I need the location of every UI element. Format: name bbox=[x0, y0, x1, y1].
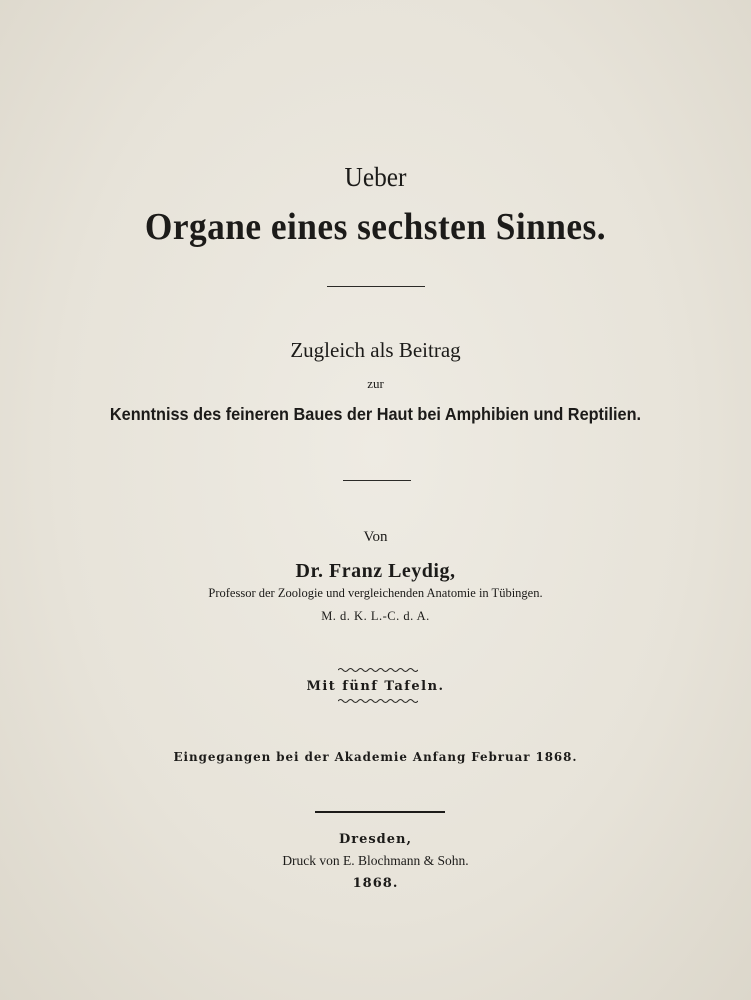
plates-note: Mit fünf Tafeln. bbox=[306, 679, 445, 694]
received-note: Eingegangen bei der Akademie Anfang Februar 1868. bbox=[173, 749, 578, 764]
subtitle-line-1: Zugleich als Beitrag bbox=[290, 338, 461, 362]
imprint-printer: Druck von E. Blochmann & Sohn. bbox=[282, 853, 469, 868]
wavy-ornament bbox=[338, 667, 418, 673]
imprint-year: 1868. bbox=[352, 876, 399, 891]
author-position: Professor der Zoologie und vergleichenden Anatomie in Tübingen. bbox=[208, 586, 543, 600]
imprint-place: Dresden, bbox=[338, 832, 413, 847]
pretitle: Ueber bbox=[344, 162, 407, 192]
subtitle-line-3: Kenntniss des feineren Baues der Haut bei Amphibien und Reptilien. bbox=[109, 404, 642, 424]
divider-rule bbox=[343, 480, 411, 481]
by-label: Von bbox=[363, 529, 388, 545]
divider-rule bbox=[327, 286, 425, 287]
author-membership: M. d. K. L.-C. d. A. bbox=[321, 609, 430, 623]
imprint-rule bbox=[315, 811, 445, 813]
wavy-ornament bbox=[338, 698, 418, 704]
main-title: Organe eines sechsten Sinnes. bbox=[144, 206, 607, 248]
subtitle-line-2: zur bbox=[367, 376, 384, 391]
author-name: Dr. Franz Leydig, bbox=[295, 560, 456, 582]
